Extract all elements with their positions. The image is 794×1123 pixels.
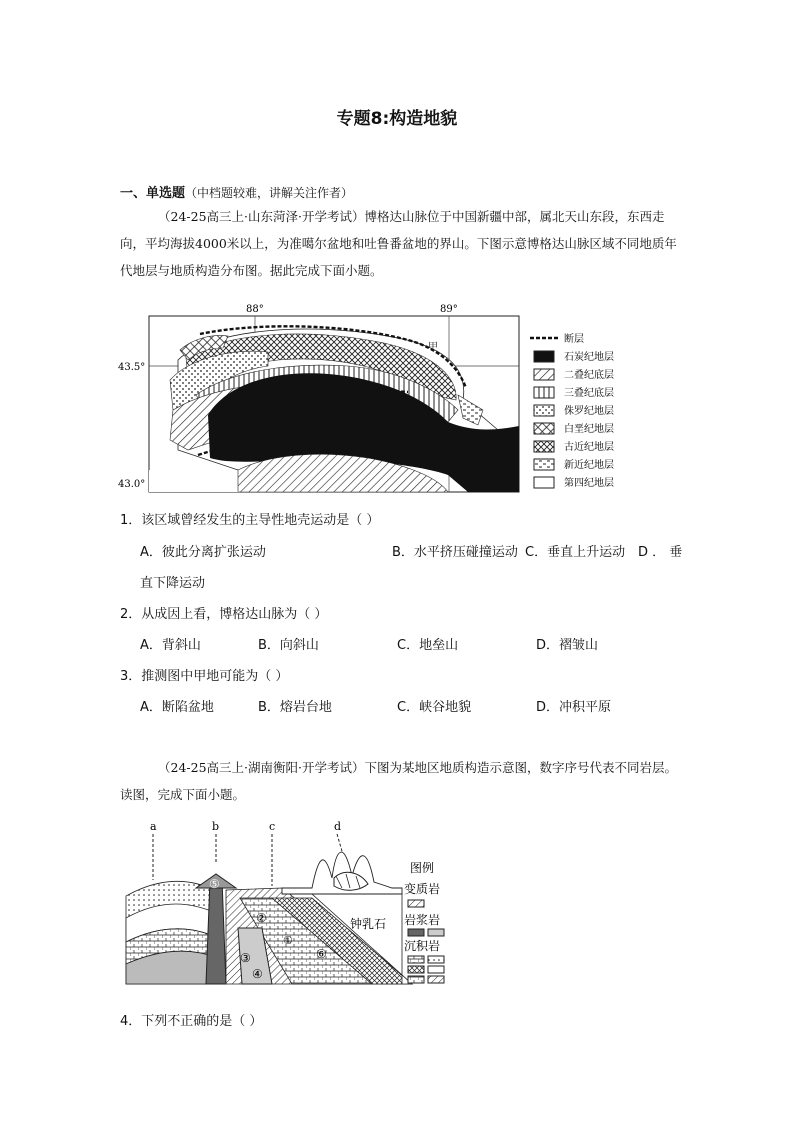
q2-option-b: B．向斜山 bbox=[258, 638, 319, 653]
quaternary-south bbox=[149, 468, 238, 492]
legend-title: 图例 bbox=[410, 861, 435, 875]
layer-number-4: ④ bbox=[252, 967, 263, 981]
legend-label: 古近纪地层 bbox=[564, 442, 614, 453]
layer-number-1: ① bbox=[283, 934, 293, 947]
q3-option-c: C．峡谷地貌 bbox=[397, 700, 472, 715]
geology-cross-section bbox=[122, 818, 462, 994]
legend-label: 新近纪地层 bbox=[564, 460, 614, 471]
q3-option-a: A．断陷盆地 bbox=[140, 700, 214, 715]
layer-number-3: ③ bbox=[240, 951, 251, 965]
diagram-legend bbox=[404, 860, 444, 983]
legend-swatch-cretaceous bbox=[534, 423, 554, 434]
legend-item-igneous: 岩浆岩 bbox=[404, 913, 441, 927]
q3-option-b: B．熔岩台地 bbox=[258, 700, 332, 715]
legend-label: 侏罗纪地层 bbox=[564, 406, 614, 417]
label-a: a bbox=[150, 820, 157, 833]
legend-swatch-jurassic bbox=[534, 405, 554, 416]
lat-label-430: 43.0° bbox=[118, 479, 146, 490]
q2-option-a: A．背斜山 bbox=[140, 638, 201, 653]
q1-option-a: A．彼此分离扩张运动 bbox=[140, 545, 266, 560]
q1-option-d: D ． 垂 bbox=[638, 545, 683, 560]
geology-map bbox=[118, 300, 638, 496]
layer-number-2: ② bbox=[256, 911, 267, 925]
map-legend bbox=[530, 332, 614, 489]
legend-label: 白垩纪地层 bbox=[564, 424, 614, 435]
legend-swatch-quaternary bbox=[534, 477, 554, 488]
q3-option-d: D．冲积平原 bbox=[536, 700, 612, 715]
legend-item-sedimentary: 沉积岩 bbox=[404, 939, 441, 953]
q1-option-d-continued: 直下降运动 bbox=[140, 576, 206, 591]
legend-label: 石炭纪地层 bbox=[564, 352, 614, 363]
legend-swatch-carboniferous bbox=[534, 351, 554, 362]
legend-swatch-paleogene bbox=[534, 441, 554, 452]
legend-label: 第四纪地层 bbox=[564, 478, 614, 489]
question-4-stem: 4．下列不正确的是（ ） bbox=[120, 1014, 263, 1029]
q2-option-c: C．地垒山 bbox=[397, 638, 459, 653]
question-2-stem: 2．从成因上看，博格达山脉为（ ） bbox=[120, 607, 328, 622]
label-d: d bbox=[334, 820, 342, 833]
question-3-stem: 3．推测图中甲地可能为（ ） bbox=[120, 669, 289, 684]
passage-1: （24-25高三上·山东菏泽·开学考试）博格达山脉位于中国新疆中部，属北天山东段，东西走向，平均海拔4000米以上，为准噶尔盆地和吐鲁番盆地的界山。下图示意博格达山脉区域不同地质年代地层与地质构造分布图。据此完成下面小题。 bbox=[120, 209, 677, 278]
passage-2: （24-25高三上·湖南衡阳·开学考试）下图为某地区地质构造示意图，数字序号代表不同岩层。读图，完成下面小题。 bbox=[120, 760, 677, 802]
layer-number-6: ⑥ bbox=[316, 947, 327, 961]
stalactite-label: 钟乳石 bbox=[350, 917, 387, 931]
legend-swatch-triassic bbox=[534, 387, 554, 398]
label-b: b bbox=[212, 820, 220, 833]
layer-number-5: ⑤ bbox=[209, 877, 220, 891]
legend-item-metamorphic: 变质岩 bbox=[404, 882, 441, 896]
page-title: 专题8:构造地貌 bbox=[336, 109, 458, 129]
legend-swatch-permian bbox=[534, 369, 554, 380]
q1-option-c: C．垂直上升运动 bbox=[525, 545, 626, 560]
legend-label: 二叠纪底层 bbox=[564, 370, 614, 381]
question-1-stem: 1．该区域曾经发生的主导性地壳运动是（ ） bbox=[120, 513, 380, 528]
lon-label-89: 89° bbox=[440, 304, 458, 315]
legend-label: 三叠纪底层 bbox=[564, 388, 614, 399]
q1-option-b: B．水平挤压碰撞运动 bbox=[392, 545, 518, 560]
legend-swatch-neogene bbox=[534, 459, 554, 470]
place-label: 甲 bbox=[428, 342, 438, 353]
magma-intrusion bbox=[206, 880, 226, 984]
legend-label: 断层 bbox=[564, 334, 584, 345]
q2-option-d: D．褶皱山 bbox=[536, 638, 599, 653]
section-heading-text: 一、单选题 bbox=[120, 186, 186, 201]
section-heading bbox=[120, 182, 353, 201]
lat-label-435: 43.5° bbox=[118, 362, 146, 373]
lon-label-88: 88° bbox=[246, 304, 264, 315]
label-c: c bbox=[269, 820, 276, 833]
section-note: （中档题较难，讲解关注作者） bbox=[185, 186, 354, 200]
